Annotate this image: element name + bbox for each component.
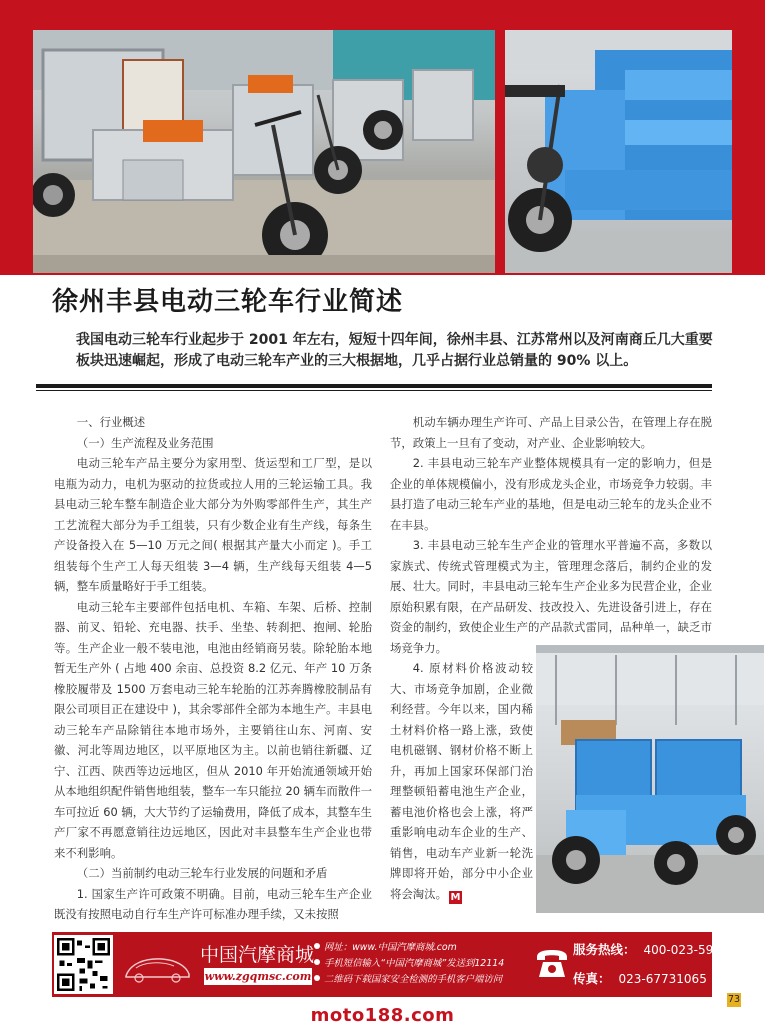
paragraph: [390, 658, 533, 904]
ad-banner[interactable]: [52, 932, 729, 997]
ad-info-line: [314, 956, 504, 972]
subsection-heading: （一）生产流程及业务范围: [76, 435, 214, 450]
qr-code[interactable]: [54, 935, 113, 994]
car-logo-icon: [122, 950, 192, 984]
page-number: 73: [727, 994, 741, 1005]
fax-number: 023-67731065: [618, 972, 707, 986]
paragraph: 3. 丰县电动三轮车生产企业的管理水平普遍不高，多数以家族式、传统式管理模式为主，管理理念落后，制约企业的发展、壮大。同时，丰县电动三轮车生产企业多为民营企业，企业原始积累有限，在产品研发、技改投入、先进设备引进上，存在资金的制约，致使企业生产的产品款式雷同，品种单一，缺乏市场竞争力。: [390, 538, 712, 655]
subsection-heading: （二）当前制约电动三轮车行业发展的问题和矛盾: [76, 866, 328, 880]
ad-contact: [573, 942, 729, 987]
tricycle-photo-left: [33, 30, 495, 273]
ad-info-line: [314, 940, 504, 956]
tricycle-photo-bottom: [536, 645, 764, 913]
ad-info-text: 二维码下载国家安全检测的手机客户端访问: [324, 974, 503, 985]
paragraph: 电动三轮车产品主要分为家用型、货运型和工厂型，是以电瓶为动力，电机为驱动的拉货或拉人用的三轮运输工具。我县电动三轮车整车制造企业大部分为外购零部件生产，其生产工艺流程大部分为手工组装，只有少数企业有生产线，每条生产设备投入在 5—10 万元之间( 根据其产量大小而定 )。手工组装每个生产工人每天组装 3—4 辆，生产线每天组装 4—5 辆，整车质量略好于手工组装。: [54, 456, 372, 593]
article-end-mark: M: [450, 891, 461, 903]
ad-brand-name: 中国汽摩商城: [200, 944, 315, 966]
article-title: 徐州丰县电动三轮车行业简述: [52, 287, 404, 317]
ad-info-text: 手机短信输入“中国汽摩商城”发送到12114: [324, 958, 505, 969]
ad-info-lines: [314, 940, 504, 988]
ad-website-link[interactable]: www.zgqmsc.com: [204, 970, 312, 983]
hotline-label: 服务热线：: [573, 942, 636, 957]
bullet-icon: [314, 959, 320, 965]
ad-info-line: [314, 972, 504, 988]
title-divider-thin: [36, 390, 712, 391]
article-lead: 我国电动三轮车行业起步于 2001 年左右，短短十四年间，徐州丰县、江苏常州以及河南商丘几大重要板块迅速崛起，形成了电动三轮车产业的三大根据地，几乎占据行业总销量的 90% 以上。: [76, 332, 713, 369]
paragraph-text: 4. 原材料价格波动较大、市场竞争加剧，企业微利经营。今年以来，国内稀土材料价格一路上涨，致使电机磁钢、钢材价格不断上升，再加上国家环保部门治理整顿铅蓄电池生产企业，蓄电池价格也会上涨，将严重影响电动车企业的生产、销售，电动车产业新一轮洗牌即将开始，部分中小企业将会淘汰。: [390, 661, 533, 901]
bullet-icon: [314, 943, 320, 949]
tricycle-photo-right: [505, 30, 732, 273]
fax-row: [573, 971, 729, 987]
paragraph: 电动三轮车主要部件包括电机、车箱、车架、后桥、控制器、前叉、铅轮、充电器、扶手、坐垫、转刹把、抱闸、轮胎等。生产企业一般不装电池，电池由经销商另装。除轮胎本地暂无生产外 ( 占地 400 余亩、总投资 8.2 亿元、年产 10 万条橡胶履带及 1500 万套电动三轮车轮胎的江苏奔腾橡胶制品有限公司项目正在建设中 )，其余零部件全部为本地生产。丰县电动三轮车产品除销往本地市场外，主要销往山东、河南、安徽、河北等周边地区，以平原地区为主。以前也销往新疆、辽宁、江西、陕西等边远地区，但从 2010 年开始流通领域开始从本地组织配件销售地组装，整车一车只能拉 20 辆车而散件一车可拉近 60 辆，大大节约了运输费用，降低了成本，其整车生产厂家不再愿意销往边远地区，因此对丰县整车生产企业也带来不利影响。: [54, 599, 372, 860]
site-watermark: moto188.com: [310, 1005, 455, 1026]
article-left-column: [54, 412, 372, 925]
fax-label: 传真：: [573, 971, 611, 986]
hotline-row: [573, 942, 729, 958]
title-divider: [36, 384, 712, 388]
section-heading: 一、行业概述: [76, 415, 146, 429]
ad-info-text[interactable]: 网址：www.中国汽摩商城.com: [324, 942, 457, 953]
telephone-icon: [534, 947, 570, 981]
bullet-icon: [314, 975, 320, 981]
paragraph: 机动车辆办理生产许可、产品上目录公告，在管理上存在脱节，政策上一旦有了变动，对产业、企业影响较大。: [390, 415, 712, 450]
paragraph: 1. 国家生产许可政策不明确。目前，电动三轮车生产企业既没有按照电动自行车生产许可标准办理手续，又未按照: [54, 886, 372, 921]
paragraph: 2. 丰县电动三轮车产业整体规模具有一定的影响力，但是企业的单体规模偏小，没有形成龙头企业，市场竞争力较弱。丰县打造了电动三轮车产业的基地，但是电动三轮车的龙头企业不在丰县。: [390, 456, 712, 532]
hotline-number[interactable]: 400-023-5959: [643, 943, 729, 957]
